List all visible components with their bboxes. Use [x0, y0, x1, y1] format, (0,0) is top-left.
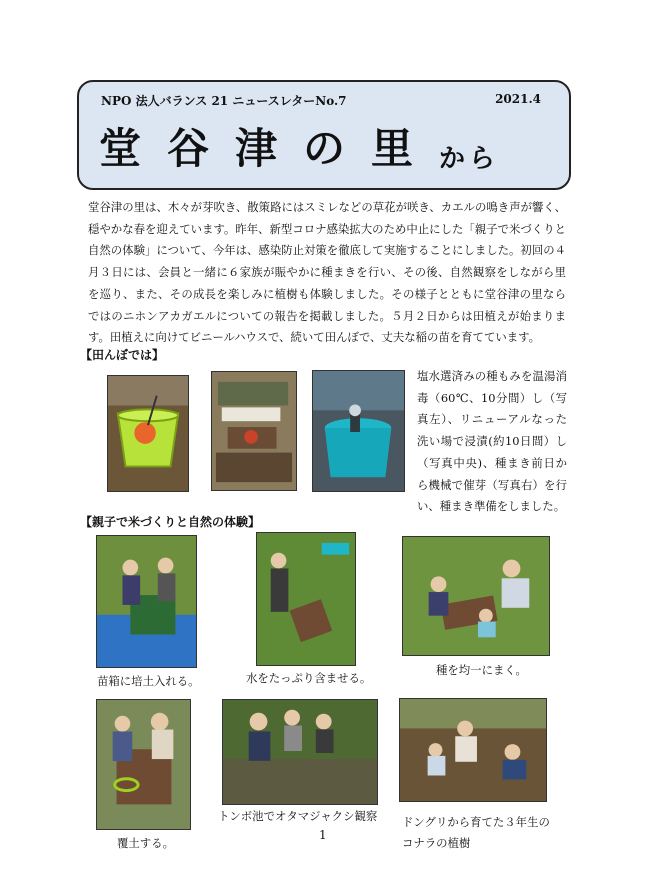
rice-section-heading: 【田んぼでは】	[80, 348, 165, 362]
photo-tadpole-observation	[222, 699, 378, 805]
photo-filling-seed-boxes	[96, 535, 197, 668]
photo-tree-planting	[399, 698, 547, 802]
photo-covering-soil	[96, 699, 191, 830]
intro-paragraph: 堂谷津の里は、木々が芽吹き、散策路にはスミレなどの草花が咲き、カエルの鳴き声が響く、穏やかな春を迎えています。昨年、新型コロナ感染拡大のため中止にした「親子で米づくりと自然の体験」について、今年は、感染防止対策を徹底して実施することにしました。初回の４月３日には、会員と一緒に６家族が賑やかに種まきを行い、その後、自然観察をしながら里を巡り、また、その成長を楽しみに植樹も体験しました。その様子とともに堂谷津の里ならではのニホンアカガエルについての報告を掲載しました。５月２日からは田植えが始まります。田植えに向けてビニールハウスで、続いて田んぼで、丈夫な稲の苗を育てています。	[88, 200, 566, 345]
experience-section-heading: 【親子で米づくりと自然の体験】	[80, 515, 261, 529]
photo-washing-place	[211, 371, 297, 491]
photo-seed-disinfection	[107, 375, 189, 492]
photo-watering-boxes	[256, 532, 356, 666]
caption-planting-line2: コナラの植樹	[402, 836, 471, 850]
photo-sowing-seeds	[402, 536, 550, 656]
newsletter-header	[77, 80, 571, 190]
rice-section-text: 塩水選済みの種もみを温湯消毒（60℃、10分間）し（写真左）、リニューアルなった洗い場で浸漬(約10日間）し（写真中央)、種まき前日から機械で催芽（写真右）を行い、種まき準備をしました。	[417, 369, 567, 514]
title-suffix: から	[439, 144, 500, 174]
caption-tadpole: トンボ池でオタマジャクシ観察	[218, 809, 378, 823]
caption-watering: 水をたっぷり含ませる。	[246, 671, 372, 685]
caption-planting-line1: ドングリから育てた３年生の	[402, 815, 550, 829]
page-number: 1	[319, 828, 327, 842]
organization-line: NPO 法人バランス 21 ニュースレターNo.7	[101, 94, 347, 108]
issue-date: 2021.4	[495, 92, 541, 106]
photo-germination-machine	[312, 370, 405, 492]
newsletter-title	[99, 116, 499, 176]
caption-filling-soil: 苗箱に培土入れる。	[97, 674, 200, 688]
caption-covering: 覆土する。	[117, 836, 174, 850]
caption-sowing: 種を均一にまく。	[436, 663, 527, 677]
title-main: 堂谷津の里	[99, 124, 440, 173]
